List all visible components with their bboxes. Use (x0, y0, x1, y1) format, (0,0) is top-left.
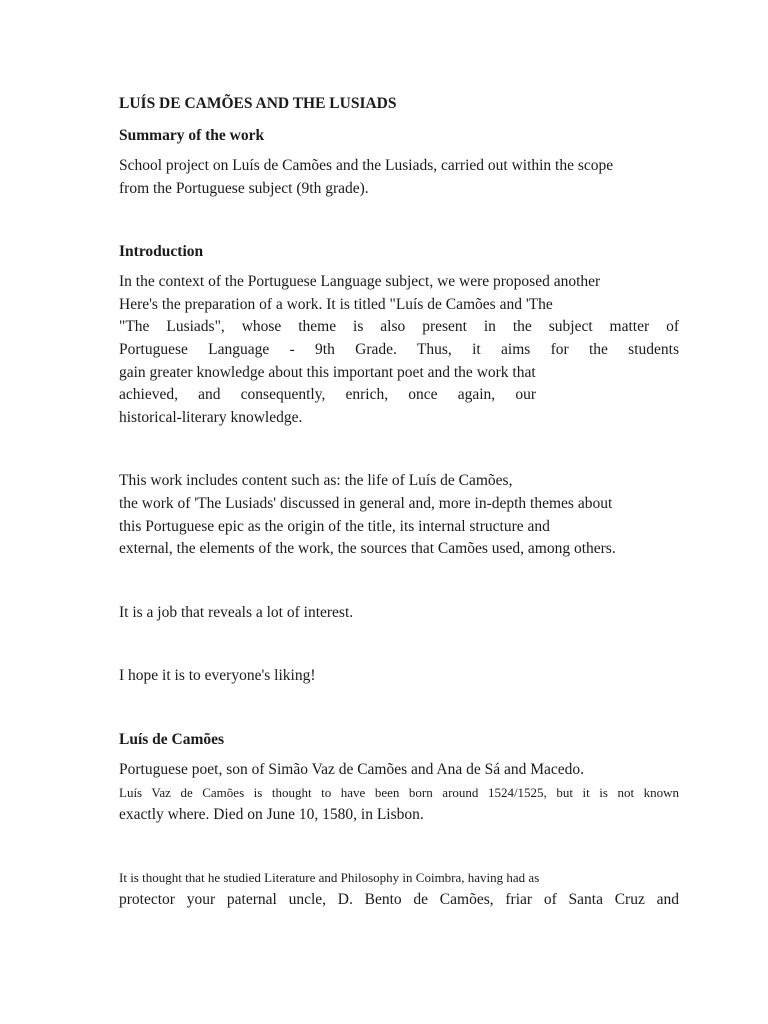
text-line: exactly where. Died on June 10, 1580, in Lisbon. (119, 806, 424, 824)
text-line: from the Portuguese subject (9th grade). (119, 179, 369, 197)
text-line: external, the elements of the work, the sources that Camões used, among others. (119, 540, 616, 558)
introduction-paragraph-3: It is a job that reveals a lot of interest. (119, 603, 354, 621)
camoes-paragraph-2 (119, 867, 679, 912)
text-line: It is thought that he studied Literature and Philosophy in Coimbra, having had as (119, 869, 540, 885)
text-line: "The Lusiads", whose theme is also present in the subject matter of (119, 318, 679, 336)
document-body (119, 93, 679, 912)
section-heading-summary: Summary of the work (119, 127, 265, 144)
introduction-paragraph-1 (119, 271, 679, 429)
introduction-paragraph-2 (119, 470, 679, 560)
text-line: School project on Luís de Camões and the Lusiads, carried out within the scope (119, 157, 614, 174)
text-line: Portuguese Language - 9th Grade. Thus, it aims for the students (119, 340, 679, 358)
introduction-paragraph-4: I hope it is to everyone's liking! (119, 667, 316, 685)
document-title: LUÍS DE CAMÕES AND THE LUSIADS (119, 95, 397, 112)
section-heading-introduction: Introduction (119, 243, 204, 261)
text-line: historical-literary knowledge. (119, 408, 303, 426)
text-line: Portuguese poet, son of Simão Vaz de Camões and Ana de Sá and Macedo. (119, 760, 585, 778)
text-line: Here's the preparation of a work. It is titled "Luís de Camões and 'The (119, 295, 553, 313)
text-line: the work of 'The Lusiads' discussed in general and, more in-depth themes about (119, 494, 613, 512)
text-line: In the context of the Portuguese Language subject, we were proposed another (119, 273, 601, 291)
text-line: this Portuguese epic as the origin of the title, its internal structure and (119, 517, 550, 535)
summary-paragraph (119, 155, 679, 200)
text-line: This work includes content such as: the life of Luís de Camões, (119, 472, 513, 490)
camoes-paragraph-1 (119, 759, 679, 827)
text-line: protector your paternal uncle, D. Bento de Camões, friar of Santa Cruz and (119, 891, 679, 909)
text-line: achieved, and consequently, enrich, once again, our (119, 386, 536, 404)
text-line: Luís Vaz de Camões is thought to have been born around 1524/1525, but it is not known (119, 784, 679, 800)
text-line: gain greater knowledge about this important poet and the work that (119, 363, 536, 381)
section-heading-camoes: Luís de Camões (119, 730, 225, 748)
